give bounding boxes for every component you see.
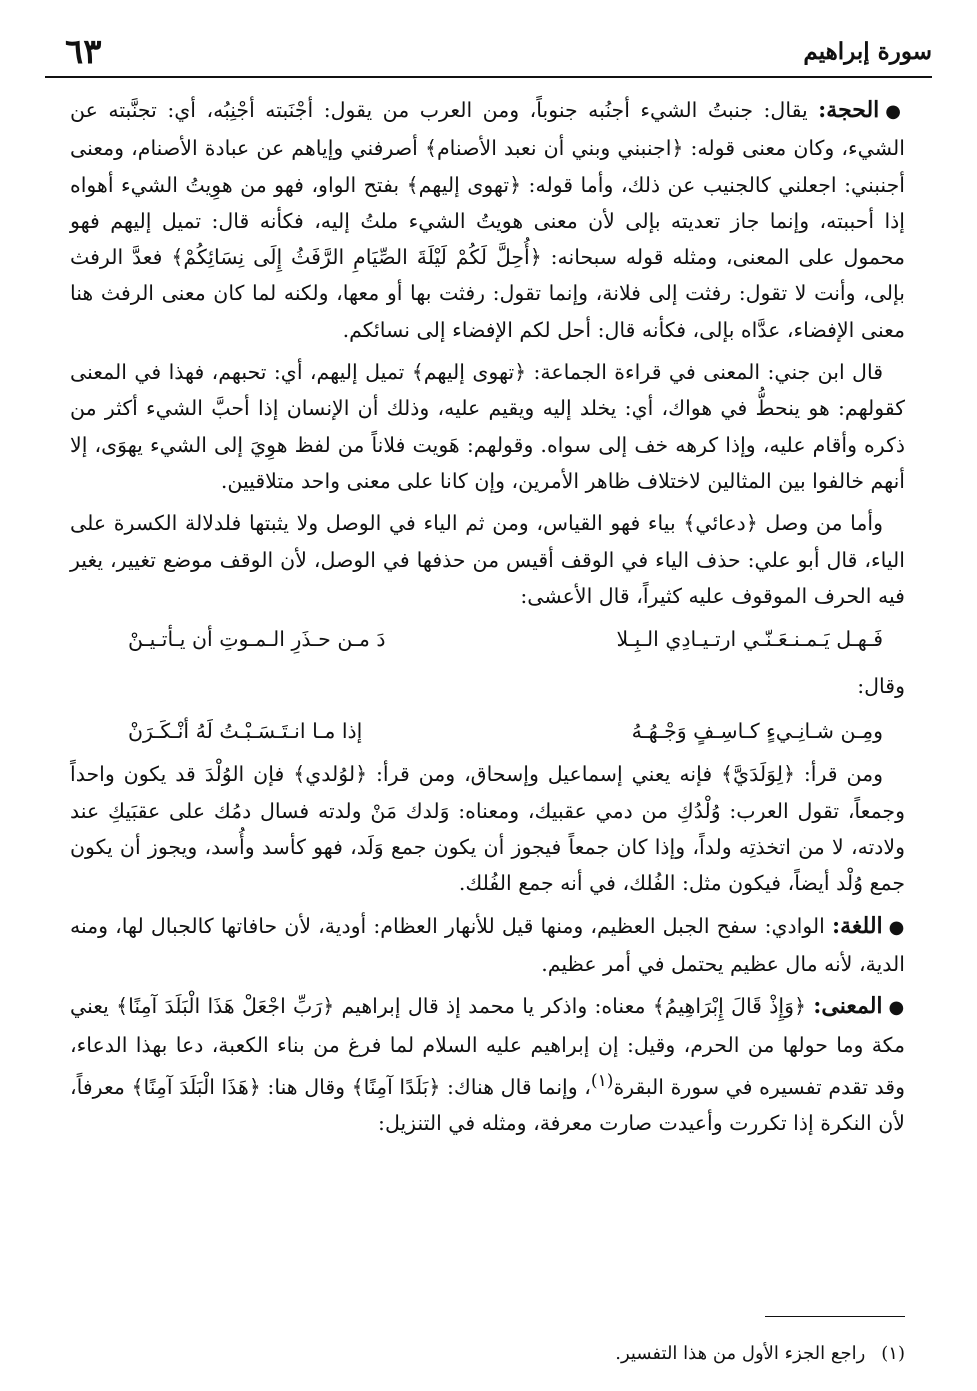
footnote-number: (١) (881, 1343, 905, 1364)
bullet-icon: ● (888, 916, 905, 938)
lugha-paragraph (70, 908, 905, 983)
bullet-icon: ● (885, 101, 905, 122)
duai-paragraph: وأما من وصل ﴿دعائي﴾ بياء فهو القياس، ومن ثم الياء في الوصل ولا يثبتها فلدلالة الكسرة على الياء، قال أبو علي: حذف الياء في الوقف أقيس من حذفها في الوصل، لأن الوقف موضع تغيير، يغير فيه الحرف الموقوف عليه كثيراً، قال الأعشى: (70, 511, 905, 608)
maana-paragraph (70, 988, 905, 1141)
hujja-text: يقال: جنبتُ الشيء أجنُبه جنوباً، ومن العرب من يقول: أجْنَبته أجْنِبُه، أي: تجنَّبته عن الشيء، وكان معنى قوله: ﴿اجنبني وبني أن نعبد الأصنام﴾ أصرفني وإياهم عن عبادة الأصنام، ومعنى أجنبني: اجعلني كالجنيب عن ذلك، وأما قوله: ﴿تهوى إليهم﴾ بفتح الواو، فهو من هوِيتُ الشيء أهواه إذا أحببته، وإنما جاز تعديته بإلى لأن معنى هويتُ الشيء ملتُ إليه، فكأنه قال: تميل إليهم فهو محمول على المعنى، ومثله قوله سبحانه: ﴿أُحِلَّ لَكُمْ لَيْلَةَ الصِّيَامِ الرَّفَثُ إِلَى نِسَائِكُمْ﴾ فعدَّ الرفث بإلى، وأنت لا تقول: رفثت إلى فلانة، وإنما تقول: رفثت بها أو معها، ولكنه لما كان معنى الرفث هنا معنى الإفضاء، عدَّاه بإلى، فكأنه قال: أحل لكم الإفضاء إلى نسائكم. (70, 98, 905, 342)
lugha-text: الوادي: سفح الجبل العظيم، ومنها قيل للأنهار العظام: أودية، لأن حافاتها كالجبال لها، ومنه الدية، لأنه مال عظيم يحتمل في أمر عظيم. (70, 913, 905, 976)
verse-1-hemistich-1: فَـهـل يَـمـنـعَـنّـي ارتـيـادِي الـبِـلا (616, 627, 883, 652)
header-rule (45, 76, 932, 78)
verse-2-hemistich-2: إذا مـا انـتَـسَـبْـتُ لَهُ أنْـكَـرَنْ (128, 719, 363, 744)
ibn-jinni-paragraph: قال ابن جني: المعنى في قراءة الجماعة: ﴿تهوى إليهم﴾ تميل إليهم، أي: تحبهم، فهذا في المعنى كقولهم: هو ينحطُّ في هواك، أي: يخلد إليه ويقيم عليه، وذلك أن الإنسان إذا أحبَّ الشيء أكثر من ذكره وأقام عليه، وإذا كرهه خف إلى سواه. وقولهم: هَويت فلاناً من لفظ هوِيَ إلى الشيء يهوَى، إلا أنهم خالفوا بين المثالين لاختلاف ظاهر الأمرين، وإن كانا على معنى واحد متلاقيين. (70, 360, 905, 493)
qala-line: وقال: (857, 674, 905, 699)
footnote-reference[interactable]: (١) (590, 1070, 614, 1091)
footnote (70, 1341, 905, 1367)
hujja-label: الحجة: (818, 97, 880, 123)
waladi-paragraph: ومن قرأ: ﴿لِوَلَدَيَّ﴾ فإنه يعني إسماعيل وإسحاق، ومن قرأ: ﴿لوُلدي﴾ فإن الوُلْدَ قد يكون واحداً وجمعاً، تقول العرب: وُلْدُكِ من دمي عقبيك، ومعناه: وَلدك مَنْ ولدته فسال دمُك على عقبَيكِ عند ولادته، لا من اتخذتِه ولداً، وإذا كان جمعاً فيجوز أن يكون جمع وَلَد، فهو كأسد وأُسد، ويجوز أن يكون جمع وُلْد أيضاً، فيكون مثل: الفُلك، في أنه جمع الفُلك. (70, 762, 905, 896)
maana-text: ﴿وَإِذْ قَالَ إِبْرَاهِيمُ﴾ معناه: واذكر يا محمد إذ قال إبراهيم ﴿رَبِّ اجْعَلْ هَذَا الْبَلَدَ آمِنًا﴾ يعني مكة وما حولها من الحرم، وقيل: إن إبراهيم عليه السلام لما فرغ من بناء الكعبة، دعا بهذا الدعاء، وقد تقدم تفسيره في سورة البقرة (70, 994, 906, 1099)
verse-2-hemistich-1: ومِـن شـانِـيءٍ كـاسِـفٍ وَجْـهُـهُ (631, 719, 883, 744)
surah-title: سورة إبراهيم (803, 38, 932, 65)
footnote-text: راجع الجزء الأول من هذا التفسير. (615, 1343, 866, 1364)
footnote-rule (765, 1316, 905, 1317)
page-number: ٦٣ (65, 32, 102, 72)
maana-text-continued: ، وإنما قال هناك: ﴿بَلَدًا آمِنًا﴾ وقال هنا: ﴿هَذَا الْبَلَدَ آمِنًا﴾ معرفاً، لأن النكرة إذا تكررت وأعيدت صارت معرفة، ومثله في التنزيل: (70, 1074, 905, 1135)
poem-verse-2 (118, 714, 883, 748)
poem-verse-1 (118, 622, 883, 656)
hujja-paragraph (70, 92, 905, 348)
page-header (45, 30, 932, 74)
verse-1-hemistich-2: دَ مـن حـذَرِ الـمـوتِ أن يـأتـيـنْ (128, 627, 386, 652)
page-body (70, 92, 905, 1141)
bullet-icon: ● (888, 997, 905, 1019)
maana-label: المعنى: (813, 993, 883, 1020)
lugha-label: اللغة: (832, 912, 883, 939)
